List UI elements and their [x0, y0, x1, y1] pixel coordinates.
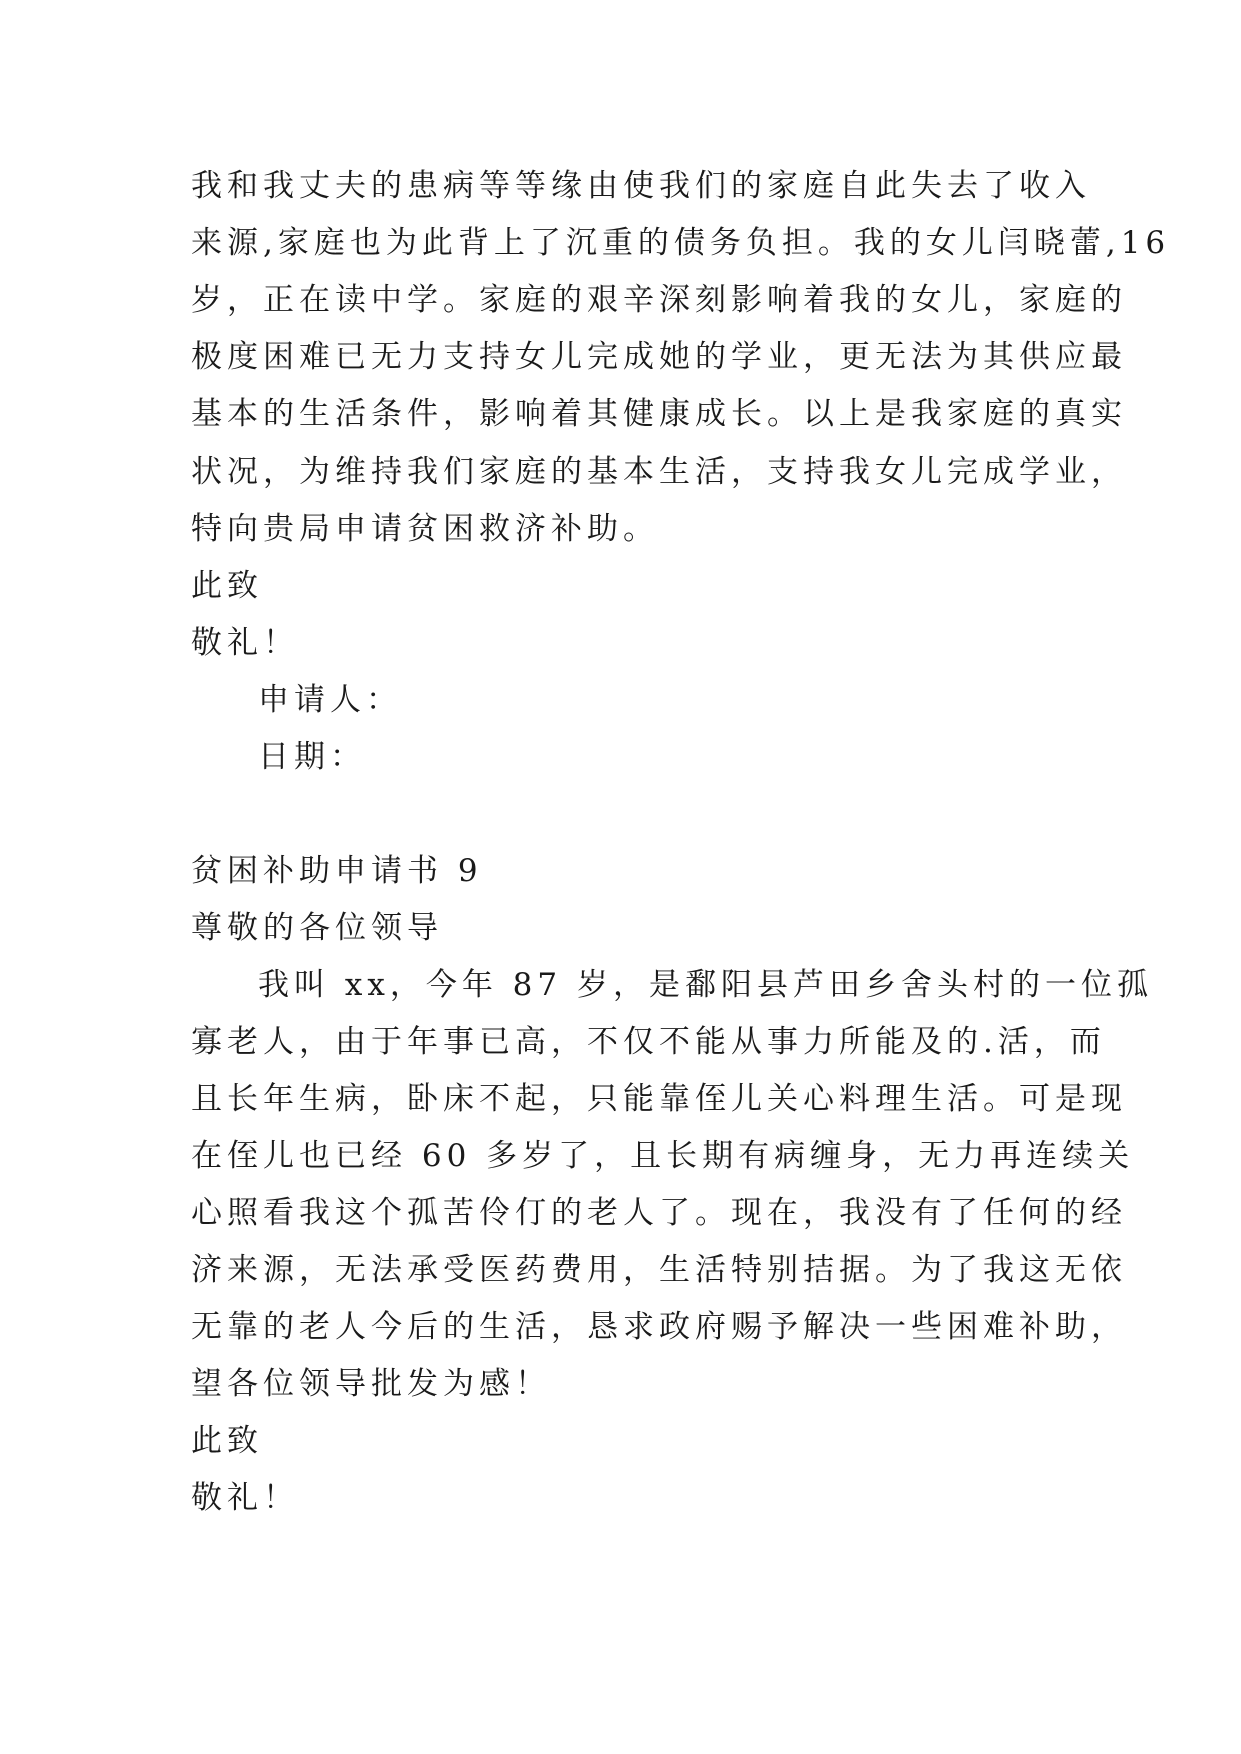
- closing-cizhi: 此致: [191, 568, 263, 604]
- body-line: 岁，正在读中学。家庭的艰辛深刻影响着我的女儿，家庭的: [191, 282, 1127, 318]
- body-line: 状况，为维持我们家庭的基本生活，支持我女儿完成学业，: [191, 454, 1127, 490]
- closing-jingli: 敬礼！: [191, 625, 299, 661]
- body-line: 济来源，无法承受医药费用，生活特别拮据。为了我这无依: [191, 1252, 1127, 1288]
- body-line: 极度困难已无力支持女儿完成她的学业，更无法为其供应最: [191, 339, 1127, 375]
- body-line: 我和我丈夫的患病等等缘由使我们的家庭自此失去了收入: [191, 168, 1091, 204]
- body-line: 且长年生病，卧床不起，只能靠侄儿关心料理生活。可是现: [191, 1081, 1127, 1117]
- closing-cizhi: 此致: [191, 1423, 263, 1459]
- body-line: 心照看我这个孤苦伶仃的老人了。现在，我没有了任何的经: [191, 1195, 1127, 1231]
- section-title: 贫困补助申请书 9: [191, 853, 483, 889]
- body-line: 来源,家庭也为此背上了沉重的债务负担。我的女儿闫晓蕾,16: [191, 225, 1171, 261]
- body-line: 特向贵局申请贫困救济补助。: [191, 511, 659, 547]
- body-line: 基本的生活条件，影响着其健康成长。以上是我家庭的真实: [191, 396, 1127, 432]
- closing-jingli: 敬礼！: [191, 1480, 299, 1516]
- body-line: 寡老人，由于年事已高，不仅不能从事力所能及的.活，而: [191, 1024, 1106, 1060]
- body-line: 我叫 xx，今年 87 岁，是鄱阳县芦田乡舍头村的一位孤: [258, 967, 1153, 1003]
- applicant-label: 申请人：: [258, 682, 402, 718]
- body-line: 望各位领导批发为感！: [191, 1366, 551, 1402]
- body-line: 在侄儿也已经 60 多岁了，且长期有病缠身，无力再连续关: [191, 1138, 1135, 1174]
- salutation: 尊敬的各位领导: [191, 910, 443, 946]
- body-line: 无靠的老人今后的生活，恳求政府赐予解决一些困难补助，: [191, 1309, 1127, 1345]
- date-label: 日期：: [258, 739, 366, 775]
